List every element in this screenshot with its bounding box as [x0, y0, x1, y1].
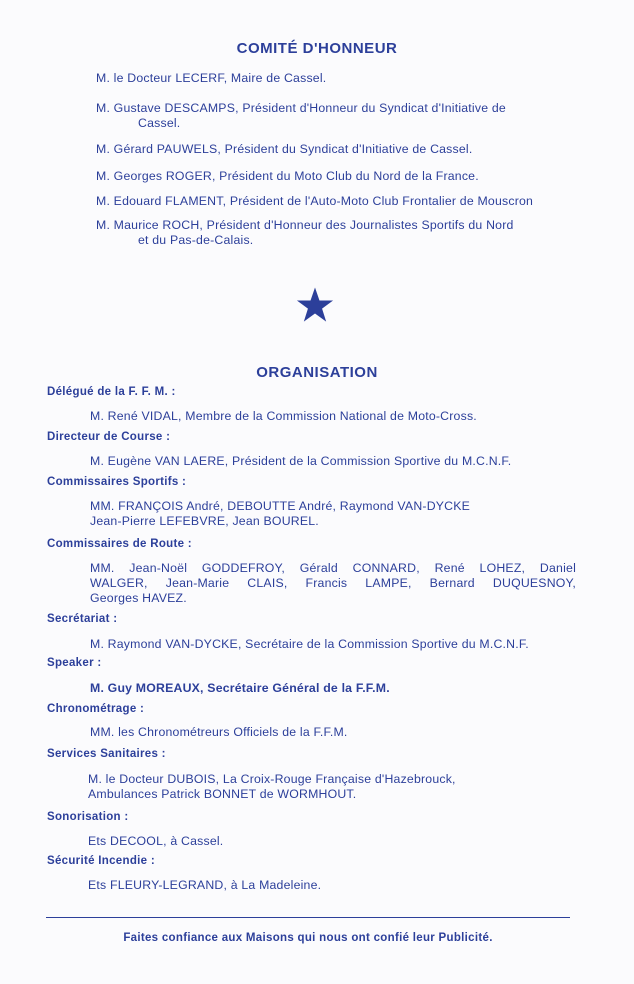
section-line: WALGER, Jean-Marie CLAIS, Francis LAMPE, Bernard DUQUESNOY, [90, 576, 576, 590]
section-text-secretariat [90, 637, 578, 652]
section-text-commissaires-route [90, 561, 576, 606]
footer-text: Faites confiance aux Maisons qui nous ont confié leur Publicité. [123, 932, 493, 944]
section-line: Georges HAVEZ. [90, 591, 187, 605]
honneur-item-4 [96, 169, 582, 184]
honneur-item-3 [96, 142, 582, 157]
section-text-delegue [90, 409, 578, 424]
honneur-line: M. Georges ROGER, Président du Moto Club du Nord de la France. [96, 169, 479, 183]
section-line: Ets FLEURY-LEGRAND, à La Madeleine. [88, 878, 322, 892]
star-icon [296, 286, 334, 324]
section-line: MM. FRANÇOIS André, DEBOUTTE André, Raymond VAN-DYCKE [90, 499, 471, 513]
section-line: MM. les Chronométreurs Officiels de la F.F.M. [90, 725, 348, 739]
section-text-chronometrage [90, 725, 578, 740]
section-label-delegue: Délégué de la F. F. M. : [47, 386, 176, 398]
footer-divider [46, 917, 570, 918]
section-line: M. Eugène VAN LAERE, Président de la Commission Sportive du M.C.N.F. [90, 454, 512, 468]
honneur-line: M. Maurice ROCH, Président d'Honneur des Journalistes Sportifs du Nord [96, 218, 514, 232]
section-label-sonorisation: Sonorisation : [47, 811, 129, 823]
section-label-securite-incendie: Sécurité Incendie : [47, 855, 155, 867]
honneur-item-2 [96, 101, 582, 131]
section-text-commissaires-sportifs [90, 499, 510, 529]
section-text-directeur [90, 454, 578, 469]
section-line: Jean-Pierre LEFEBVRE, Jean BOUREL. [90, 514, 319, 528]
section-text-services-sanitaires [88, 772, 576, 802]
section-label-speaker: Speaker : [47, 657, 102, 669]
honneur-line: M. Gustave DESCAMPS, Président d'Honneur du Syndicat d'Initiative de [96, 101, 506, 115]
section-text-speaker [90, 681, 578, 696]
section-label-secretariat: Secrétariat : [47, 613, 118, 625]
section-line: M. René VIDAL, Membre de la Commission National de Moto-Cross. [90, 409, 477, 423]
comite-title: COMITÉ D'HONNEUR [236, 40, 398, 57]
organisation-title: ORGANISATION [256, 364, 378, 381]
section-line: M. Guy MOREAUX, Secrétaire Général de la F.F.M. [90, 681, 390, 695]
section-label-commissaires-sportifs: Commissaires Sportifs : [47, 476, 187, 488]
honneur-item-5 [96, 194, 582, 209]
section-label-services-sanitaires: Services Sanitaires : [47, 748, 166, 760]
section-text-securite-incendie [88, 878, 576, 893]
section-label-chronometrage: Chronométrage : [47, 703, 145, 715]
section-line: Ets DECOOL, à Cassel. [88, 834, 224, 848]
honneur-line: M. Gérard PAUWELS, Président du Syndicat d'Initiative de Cassel. [96, 142, 473, 156]
section-line: Ambulances Patrick BONNET de WORMHOUT. [88, 787, 357, 801]
section-line: M. le Docteur DUBOIS, La Croix-Rouge Française d'Hazebrouck, [88, 772, 456, 786]
section-line: MM. Jean-Noël GODDEFROY, Gérald CONNARD, René LOHEZ, Daniel [90, 561, 576, 575]
honneur-line-cont: Cassel. [138, 116, 181, 130]
honneur-item-6 [96, 218, 582, 248]
section-line: M. Raymond VAN-DYCKE, Secrétaire de la Commission Sportive du M.C.N.F. [90, 637, 529, 651]
honneur-line-cont: et du Pas-de-Calais. [138, 233, 254, 247]
honneur-item-1 [96, 71, 582, 86]
section-text-sonorisation [88, 834, 576, 849]
section-label-directeur: Directeur de Course : [47, 431, 171, 443]
section-label-commissaires-route: Commissaires de Route : [47, 538, 192, 550]
honneur-line: M. le Docteur LECERF, Maire de Cassel. [96, 71, 327, 85]
honneur-line: M. Edouard FLAMENT, Président de l'Auto-Moto Club Frontalier de Mouscron [96, 194, 534, 208]
